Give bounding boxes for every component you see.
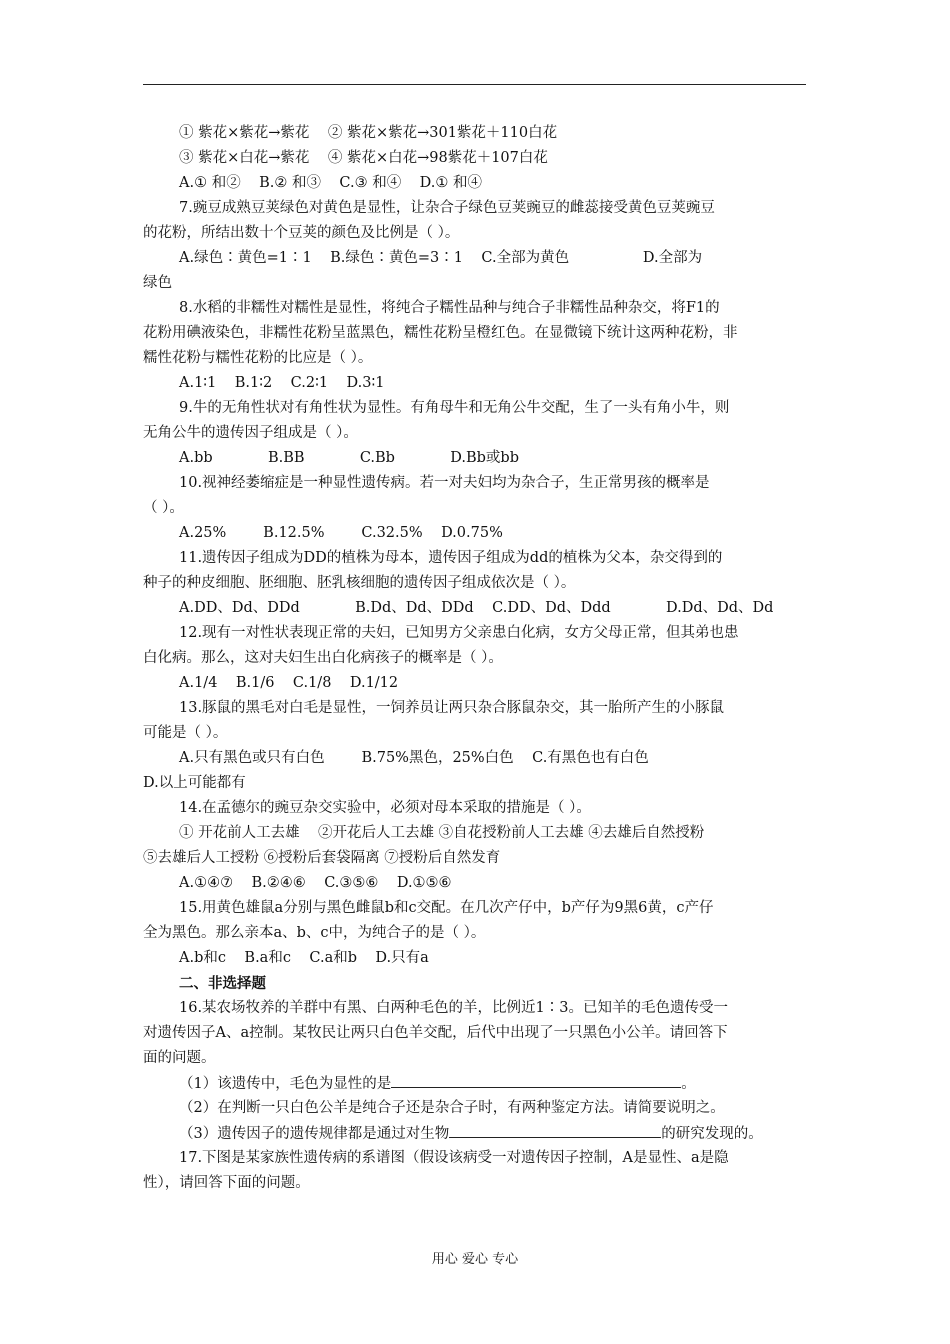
answer-options: A.b和c B.a和c C.a和b D.只有a xyxy=(179,950,429,966)
question-11: 11.遗传因子组成为DD的植株为母本，遗传因子组成为dd的植株为父本，杂交得到的 xyxy=(179,550,723,566)
answer-options: A.① 和② B.② 和③ C.③ 和④ D.① 和④ xyxy=(179,175,482,191)
text-line: 种子的种皮细胞、胚细胞、胚乳核细胞的遗传因子组成依次是（ ）。 xyxy=(143,575,576,591)
answer-options: A.绿色∶黄色=1∶1 B.绿色∶黄色=3∶1 C.全部为黄色 D.全部为 xyxy=(179,250,703,266)
text-line: ③ 紫花×白花→紫花 ④ 紫花×白花→98紫花＋107白花 xyxy=(179,150,548,166)
question-16: 16.某农场牧养的羊群中有黑、白两种毛色的羊，比例近1∶3。已知羊的毛色遗传受一 xyxy=(179,1000,729,1016)
text-line: 白化病。那么，这对夫妇生出白化病孩子的概率是（ ）。 xyxy=(143,650,503,666)
text-line: 的花粉，所结出数十个豆荚的颜色及比例是（ ）。 xyxy=(143,225,460,241)
question-10: 10.视神经萎缩症是一种显性遗传病。若一对夫妇均为杂合子，生正常男孩的概率是 xyxy=(179,475,710,491)
text-line: 全为黑色。那么亲本a、b、c中，为纯合子的是（ ）。 xyxy=(143,925,486,941)
sub-question-end: 。 xyxy=(681,1076,696,1092)
question-13: 13.豚鼠的黑毛对白毛是显性，一饲养员让两只杂合豚鼠杂交，其一胎所产生的小豚鼠 xyxy=(179,700,725,716)
text-line: 可能是（ ）。 xyxy=(143,725,228,741)
answer-blank[interactable] xyxy=(391,1071,681,1088)
question-14: 14.在孟德尔的豌豆杂交实验中，必须对母本采取的措施是（ ）。 xyxy=(179,800,591,816)
answer-options: A.DD、Dd、DDd B.Dd、Dd、DDd C.DD、Dd、Ddd D.Dd、Dd、Dd xyxy=(179,600,774,616)
sub-question-text: （3）遗传因子的遗传规律都是通过对生物 xyxy=(179,1126,450,1142)
document-body xyxy=(143,121,806,1196)
section-heading: 二、非选择题 xyxy=(179,975,266,992)
question-15: 15.用黄色雄鼠a分别与黑色雌鼠b和c交配。在几次产仔中，b产仔为9黑6黄，c产仔 xyxy=(179,900,714,916)
text-line: ⑤去雄后人工授粉 ⑥授粉后套袋隔离 ⑦授粉后自然发育 xyxy=(143,850,501,866)
header-rule xyxy=(143,84,806,85)
text-line: （ ）。 xyxy=(143,500,184,516)
answer-options: D.以上可能都有 xyxy=(143,775,246,791)
answer-options: A.1∶1 B.1∶2 C.2∶1 D.3∶1 xyxy=(179,375,385,391)
page-footer: 用心 爱心 专心 xyxy=(431,1252,519,1267)
text-line: 无角公牛的遗传因子组成是（ ）。 xyxy=(143,425,358,441)
sub-question-16-2: （2）在判断一只白色公羊是纯合子还是杂合子时，有两种鉴定方法。请简要说明之。 xyxy=(179,1100,725,1116)
sub-question-16-3 xyxy=(143,1121,806,1146)
text-line: 对遗传因子A、a控制。某牧民让两只白色羊交配，后代中出现了一只黑色小公羊。请回答下 xyxy=(143,1025,728,1041)
answer-options: A.只有黑色或只有白色 B.75%黑色，25%白色 C.有黑色也有白色 xyxy=(179,750,649,766)
question-9: 9.牛的无角性状对有角性状为显性。有角母牛和无角公牛交配，生了一头有角小牛，则 xyxy=(179,400,730,416)
text-line: 性），请回答下面的问题。 xyxy=(143,1175,310,1191)
question-7: 7.豌豆成熟豆荚绿色对黄色是显性，让杂合子绿色豆荚豌豆的雌蕊接受黄色豆荚豌豆 xyxy=(179,200,715,216)
question-8: 8.水稻的非糯性对糯性是显性，将纯合子糯性品种与纯合子非糯性品种杂交，将F1的 xyxy=(179,300,720,316)
sub-question-16-1 xyxy=(143,1071,806,1096)
sub-question-text: （1）该遗传中，毛色为显性的是 xyxy=(179,1076,392,1092)
answer-options: A.①④⑦ B.②④⑥ C.③⑤⑥ D.①⑤⑥ xyxy=(179,875,452,891)
text-line: 糯性花粉与糯性花粉的比应是（ ）。 xyxy=(143,350,373,366)
sub-question-end: 的研究发现的。 xyxy=(661,1126,763,1142)
answer-blank[interactable] xyxy=(449,1121,661,1138)
answer-options: A.25% B.12.5% C.32.5% D.0.75% xyxy=(179,525,503,541)
text-line: ① 开花前人工去雄 ②开花后人工去雄 ③自花授粉前人工去雄 ④去雄后自然授粉 xyxy=(179,825,705,841)
text-line: 绿色 xyxy=(143,275,172,291)
text-line: 面的问题。 xyxy=(143,1050,216,1066)
answer-options: A.bb B.BB C.Bb D.Bb或bb xyxy=(179,450,519,466)
answer-options: A.1/4 B.1/6 C.1/8 D.1/12 xyxy=(179,675,399,691)
text-line: 花粉用碘液染色，非糯性花粉呈蓝黑色，糯性花粉呈橙红色。在显微镜下统计这两种花粉，非 xyxy=(143,325,738,341)
question-12: 12.现有一对性状表现正常的夫妇，已知男方父亲患白化病，女方父母正常，但其弟也患 xyxy=(179,625,739,641)
question-17: 17.下图是某家族性遗传病的系谱图（假设该病受一对遗传因子控制，A是显性、a是隐 xyxy=(179,1150,729,1166)
text-line: ① 紫花×紫花→紫花 ② 紫花×紫花→301紫花＋110白花 xyxy=(179,125,558,141)
